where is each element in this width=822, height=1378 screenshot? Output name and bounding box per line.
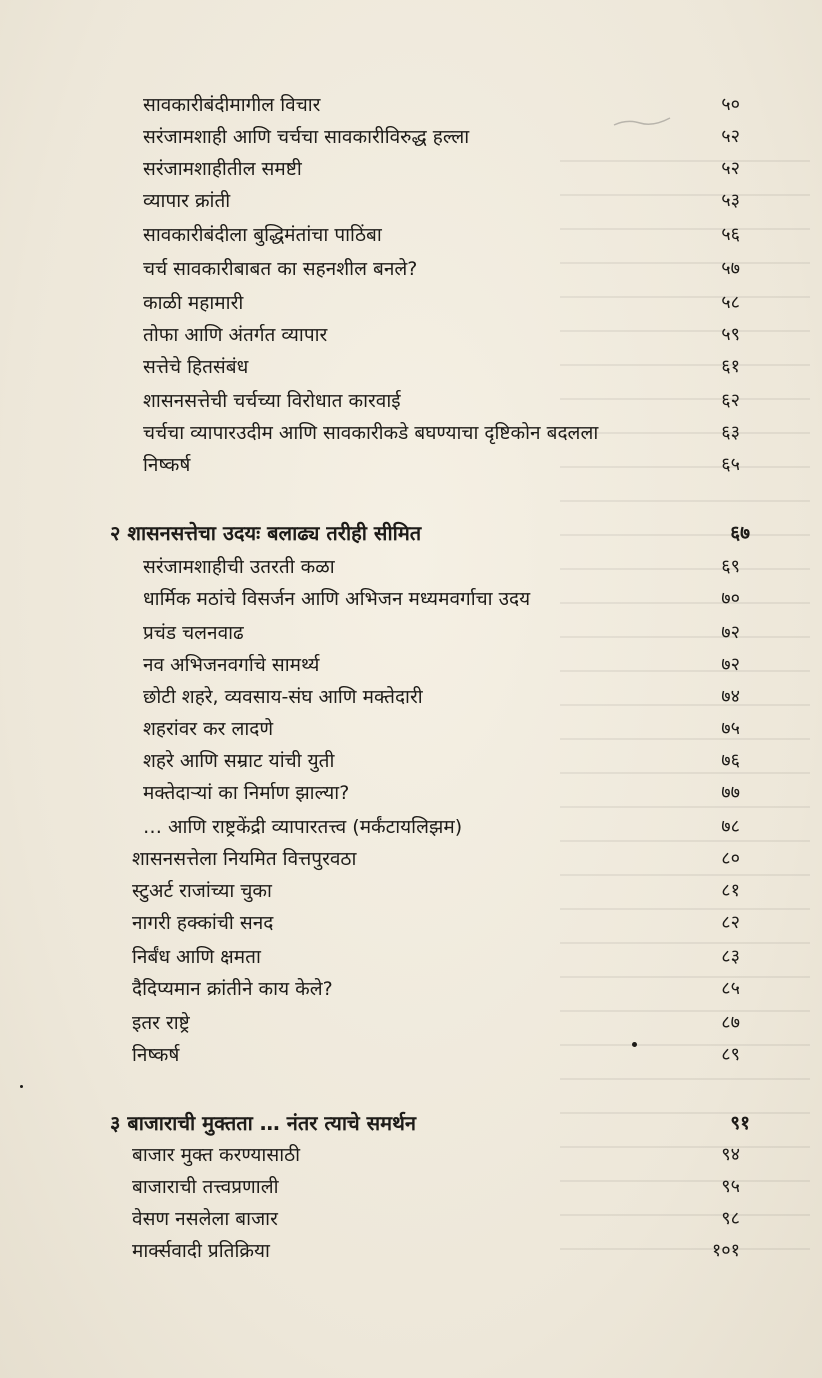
page-number: ५९ (721, 324, 740, 345)
toc-entry[interactable]: शासनसत्तेला नियमित वित्तपुरवठा ८० (132, 844, 740, 874)
page-number: ९१ (730, 1112, 750, 1134)
ink-dot (632, 1042, 637, 1047)
toc-entry[interactable]: स्टुअर्ट राजांच्या चुका ८१ (132, 876, 740, 906)
page-number: ७२ (721, 654, 740, 675)
toc-entry[interactable]: शासनसत्तेची चर्चच्या विरोधात कारवाई ६२ (143, 386, 740, 416)
toc-entry[interactable]: काळी महामारी ५८ (143, 288, 740, 318)
page-number: ६३ (721, 422, 740, 443)
page-number: ९४ (721, 1144, 740, 1165)
page-number: ८२ (721, 912, 740, 933)
toc-entry[interactable]: … आणि राष्ट्रकेंद्री व्यापारतत्त्व (मर्कंटायलिझम) ७८ (143, 812, 740, 842)
page-number: ७८ (721, 816, 740, 837)
page-number: ८५ (721, 978, 740, 999)
page-number: ५० (721, 94, 740, 115)
page-number: ५७ (721, 258, 740, 279)
toc-entry[interactable]: शहरे आणि सम्राट यांची युती ७६ (143, 746, 740, 776)
toc-entry[interactable]: चर्च सावकारीबाबत का सहनशील बनले? ५७ (143, 254, 740, 284)
toc-entry[interactable]: छोटी शहरे, व्यवसाय-संघ आणि मक्तेदारी ७४ (143, 682, 740, 712)
toc-entry[interactable]: व्यापार क्रांती ५३ (143, 186, 740, 216)
toc-entry[interactable]: सरंजामशाही आणि चर्चचा सावकारीविरुद्ध हल्ला ५२ (143, 122, 740, 152)
page-number: ८९ (721, 1044, 740, 1065)
toc-entry[interactable]: वेसण नसलेला बाजार ९८ (132, 1204, 740, 1234)
toc-entry[interactable]: बाजार मुक्त करण्यासाठी ९४ (132, 1140, 740, 1170)
page-number: ५२ (721, 158, 740, 179)
toc-entry[interactable]: तोफा आणि अंतर्गत व्यापार ५९ (143, 320, 740, 350)
page-number: ७२ (721, 622, 740, 643)
page-number: ८१ (721, 880, 740, 901)
page-number: ६९ (721, 556, 740, 577)
page-number: ८० (721, 848, 740, 869)
page-number: ७६ (721, 750, 740, 771)
page-number: ७० (721, 588, 740, 609)
page-number: ६२ (721, 390, 740, 411)
toc-entry[interactable]: धार्मिक मठांचे विसर्जन आणि अभिजन मध्यमवर्गाचा उदय ७० (143, 584, 740, 614)
toc-entry[interactable]: सरंजामशाहीतील समष्टी ५२ (143, 154, 740, 184)
page-number: ९५ (721, 1176, 740, 1197)
toc-entry[interactable]: दैदिप्यमान क्रांतीने काय केले? ८५ (132, 974, 740, 1004)
toc-entry[interactable]: निष्कर्ष ८९ (132, 1040, 740, 1070)
toc-entry[interactable]: शहरांवर कर लादणे ७५ (143, 714, 740, 744)
page-number: ६५ (721, 454, 740, 475)
page-number: ५३ (721, 190, 740, 211)
page-number: ६७ (730, 522, 750, 544)
ink-dot (20, 1085, 23, 1088)
toc-entry[interactable]: सावकारीबंदीला बुद्धिमंतांचा पाठिंबा ५६ (143, 220, 740, 250)
page-number: ५२ (721, 126, 740, 147)
page-number: ८३ (721, 946, 740, 967)
page-number: ८७ (721, 1012, 740, 1033)
chapter-heading[interactable]: ३ बाजाराची मुक्तता … नंतर त्याचे समर्थन ९१ (110, 1108, 750, 1138)
chapter-heading[interactable]: २ शासनसत्तेचा उदयः बलाढ्य तरीही सीमित ६७ (110, 518, 750, 548)
toc-entry[interactable]: इतर राष्ट्रे ८७ (132, 1008, 740, 1038)
toc-entry[interactable]: सावकारीबंदीमागील विचार ५० (143, 90, 740, 120)
page-number: ७४ (721, 686, 740, 707)
toc-entry[interactable]: बाजाराची तत्त्वप्रणाली ९५ (132, 1172, 740, 1202)
page-number: ५६ (721, 224, 740, 245)
toc-entry[interactable]: चर्चचा व्यापारउदीम आणि सावकारीकडे बघण्याचा दृष्टिकोन बदलला ६३ (143, 418, 740, 448)
page-number: ५८ (721, 292, 740, 313)
toc-entry[interactable]: निष्कर्ष ६५ (143, 450, 740, 480)
toc-entry[interactable]: नागरी हक्कांची सनद ८२ (132, 908, 740, 938)
toc-entry[interactable]: निर्बंध आणि क्षमता ८३ (132, 942, 740, 972)
toc-entry[interactable]: सरंजामशाहीची उतरती कळा ६९ (143, 552, 740, 582)
toc-entry[interactable]: मक्तेदाऱ्यां का निर्माण झाल्या? ७७ (143, 778, 740, 808)
page-number: ९८ (721, 1208, 740, 1229)
page-number: ७५ (721, 718, 740, 739)
toc-entry[interactable]: सत्तेचे हितसंबंध ६१ (143, 352, 740, 382)
page-number: १०१ (711, 1240, 740, 1261)
toc-entry[interactable]: मार्क्सवादी प्रतिक्रिया १०१ (132, 1236, 740, 1266)
page-number: ७७ (721, 782, 740, 803)
page-number: ६१ (721, 356, 740, 377)
toc-entry[interactable]: नव अभिजनवर्गाचे सामर्थ्य ७२ (143, 650, 740, 680)
toc-entry[interactable]: प्रचंड चलनवाढ ७२ (143, 618, 740, 648)
